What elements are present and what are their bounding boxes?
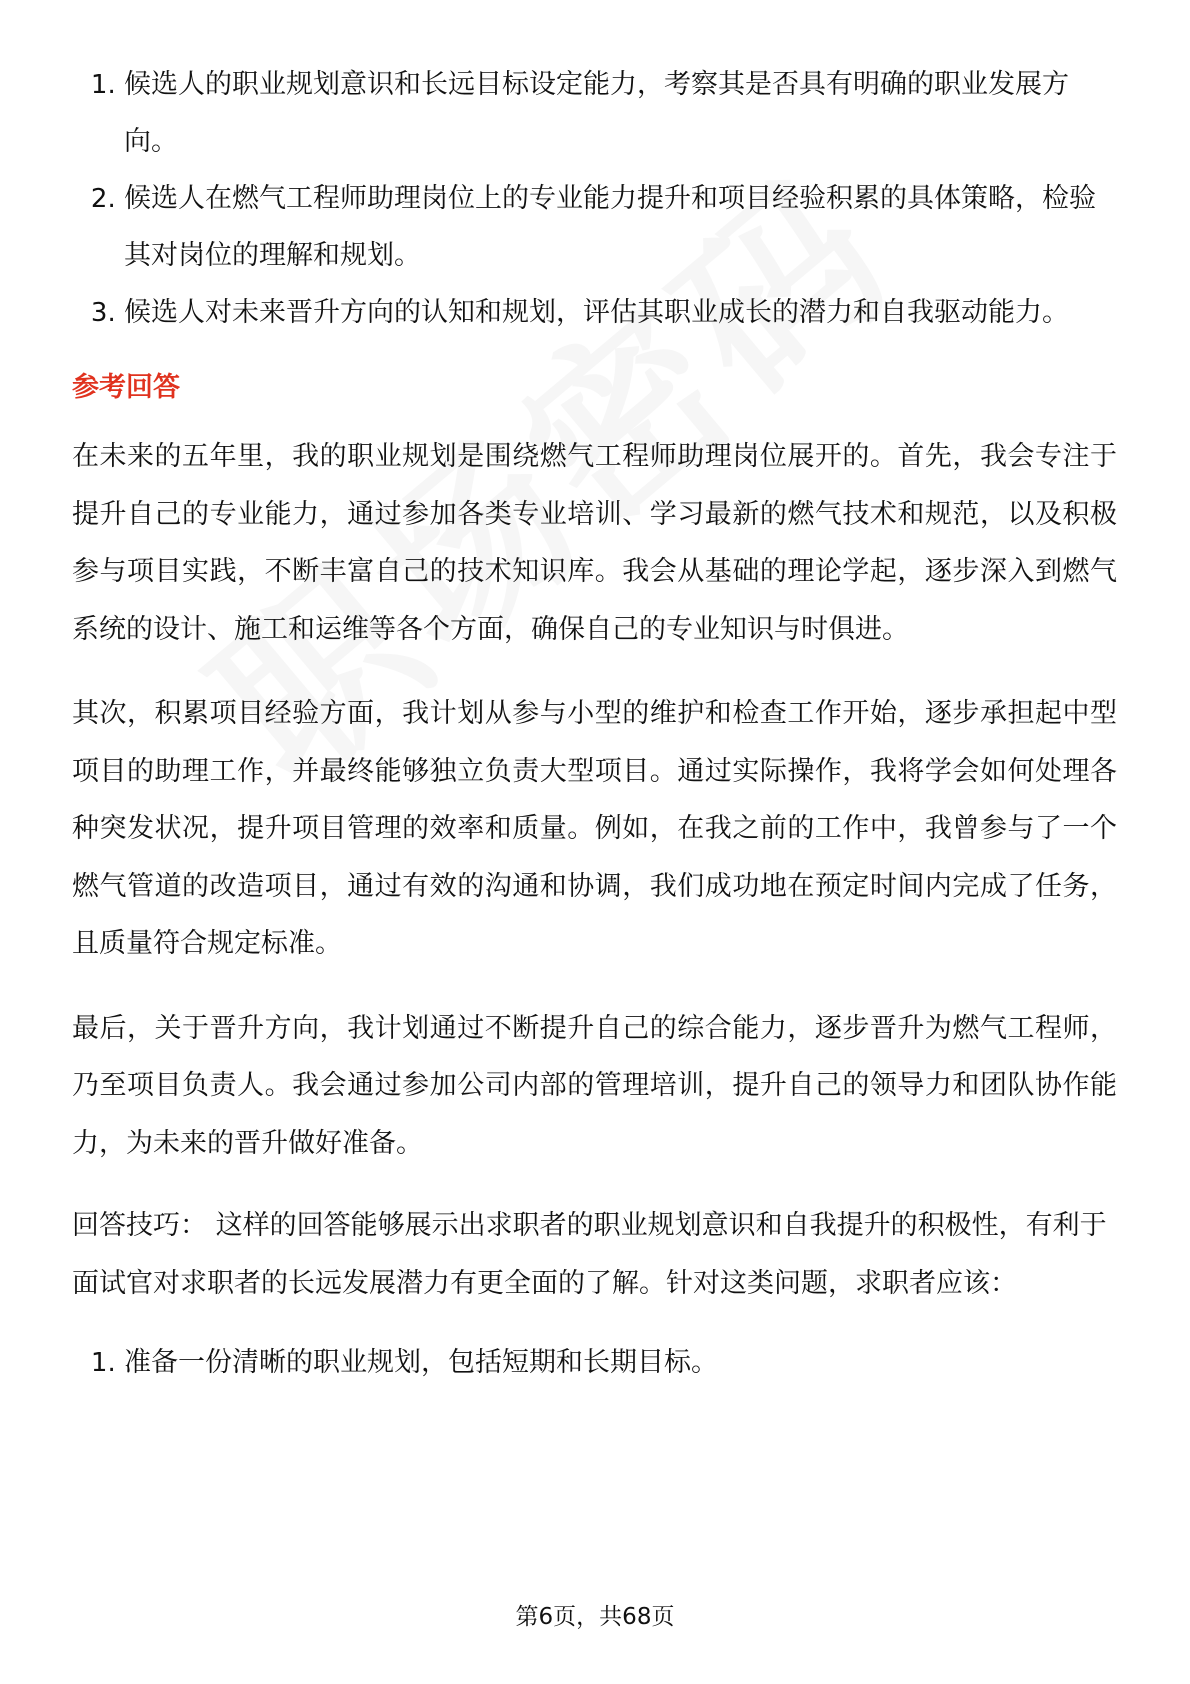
answer-paragraph: 其次，积累项目经验方面，我计划从参与小型的维护和检查工作开始，逐步承担起中型项目的助理工作，并最终能够独立负责大型项目。通过实际操作，我将学会如何处理各种突发状况，提升项目管理的效率和质量。例如，在我之前的工作中，我曾参与了一个燃气管道的改造项目，通过有效的沟通和协调，我们成功地在预定时间内完成了任务，且质量符合规定标准。: [72, 698, 1117, 959]
page-content: [72, 56, 1117, 1391]
answer-paragraph: 最后，关于晋升方向，我计划通过不断提升自己的综合能力，逐步晋升为燃气工程师，乃至项目负责人。我会通过参加公司内部的管理培训，提升自己的领导力和团队协作能力，为未来的晋升做好准备。: [72, 1012, 1117, 1159]
evaluation-criteria-list: [72, 56, 1117, 341]
answer-paragraph: 在未来的五年里，我的职业规划是围绕燃气工程师助理岗位展开的。首先，我会专注于提升自己的专业能力，通过参加各类专业培训、学习最新的燃气技术和规范，以及积极参与项目实践，不断丰富自己的技术知识库。我会从基础的理论学起，逐步深入到燃气系统的设计、施工和运维等各个方面，确保自己的专业知识与时俱进。: [72, 441, 1117, 645]
tip-item: 1. 准备一份清晰的职业规划，包括短期和长期目标。: [124, 1334, 1117, 1391]
reference-answer-heading: 参考回答: [72, 372, 180, 403]
page-number-footer: 第6页，共68页: [515, 1604, 675, 1630]
criteria-item: 1. 候选人的职业规划意识和长远目标设定能力，考察其是否具有明确的职业发展方向。: [124, 56, 1117, 170]
answer-tips-intro: 回答技巧： 这样的回答能够展示出求职者的职业规划意识和自我提升的积极性，有利于面试官对求职者的长远发展潜力有更全面的了解。针对这类问题，求职者应该：: [72, 1210, 1107, 1299]
criteria-item: 3. 候选人对未来晋升方向的认知和规划，评估其职业成长的潜力和自我驱动能力。: [124, 284, 1117, 341]
criteria-item: 2. 候选人在燃气工程师助理岗位上的专业能力提升和项目经验积累的具体策略，检验其对岗位的理解和规划。: [124, 170, 1117, 284]
answer-tips-list: [72, 1334, 1117, 1391]
